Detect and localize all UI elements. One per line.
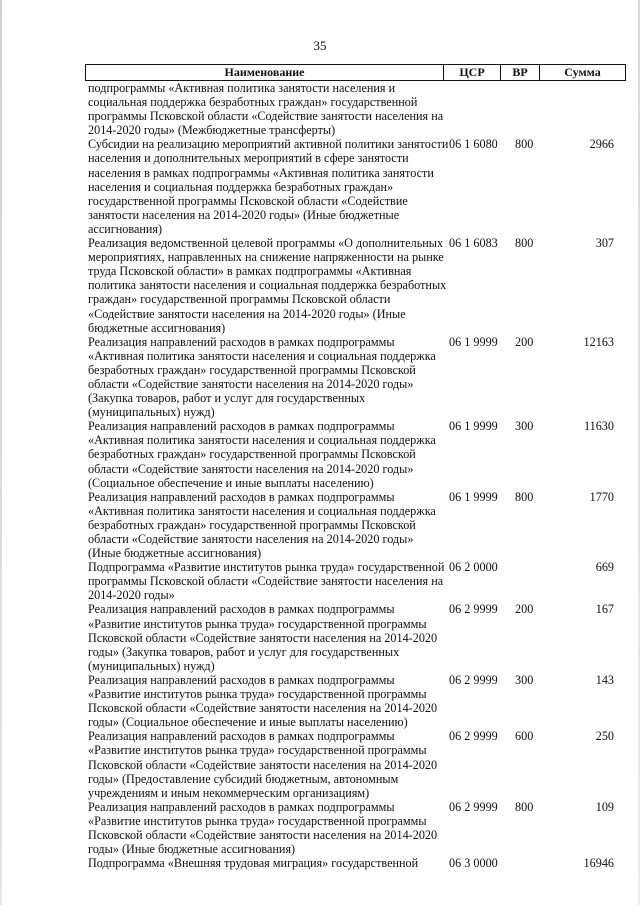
row-vr: 300 — [515, 419, 534, 434]
table-header — [85, 64, 626, 81]
row-vr: 200 — [515, 334, 534, 349]
table-row — [85, 236, 626, 335]
row-sum — [549, 81, 626, 137]
table-row — [85, 490, 626, 560]
page-number: 35 — [313, 38, 327, 53]
row-name: подпрограммы «Активная политика занятости населения и социальная поддержка безработных граждан» государственной программы Псковской области «Содействие занятости населения на 2014-2020 годы» (Межбюджетные трансферты) — [88, 81, 444, 138]
row-csr: 06 2 9999 — [449, 672, 498, 687]
row-csr: 06 2 0000 — [449, 560, 498, 575]
row-sum: 307 — [595, 236, 614, 251]
table-row — [85, 560, 626, 602]
table-row — [85, 419, 626, 489]
row-name: Реализация направлений расходов в рамках подпрограммы «Активная политика занятости населения и социальная поддержка безработных граждан» государственной программы Псковской области «Содействие занятости населения на 2014-2020 годы» (Закупка товаров, работ и услуг для государственных (муниципальных) нужд) — [88, 334, 436, 420]
row-name: Реализация ведомственной целевой программы «О дополнительных мероприятиях, направленных на снижение напряженности на рынке труда Псковской области» в рамках подпрограммы «Активная политика занятости населения и социальная поддержка безработных граждан» государственной программы Псковской области «Содействие занятости населения на 2014-2020 годы» (Иные бюджетные ассигнования) — [88, 236, 447, 335]
row-vr — [509, 560, 549, 602]
row-vr: 800 — [515, 137, 534, 152]
header-sum: Сумма — [564, 65, 601, 79]
row-csr: 06 1 6083 — [449, 236, 498, 251]
row-vr: 600 — [515, 729, 534, 744]
row-csr: 06 1 9999 — [449, 334, 498, 349]
row-name: Реализация направлений расходов в рамках подпрограммы «Развитие институтов рынка труда» государственной программы Псковской области «Содействие занятости населения на 2014-2020 годы» (Социальное обеспечение и иные выплаты населению) — [88, 672, 438, 730]
row-csr: 06 2 9999 — [449, 729, 498, 744]
row-vr — [509, 856, 549, 870]
row-vr: 800 — [515, 799, 534, 814]
row-name: Субсидии на реализацию мероприятий активной политики занятости населения и дополнительных мероприятий в сфере занятости населения в рамках подпрограммы «Активная политика занятости населения и социальная поддержка безработных граждан» государственной программы Псковской области «Содействие занятости населения на 2014-2020 годы» (Иные бюджетные ассигнования) — [88, 137, 449, 236]
row-sum: 250 — [595, 729, 614, 744]
scan-edge-left — [0, 0, 2, 905]
table-row — [85, 800, 626, 856]
header-name: Наименование — [86, 65, 444, 80]
table-row — [85, 81, 626, 137]
row-sum: 167 — [595, 602, 614, 617]
row-vr — [509, 81, 549, 137]
row-name: Реализация направлений расходов в рамках подпрограммы «Активная политика занятости населения и социальная поддержка безработных граждан» государственной программы Псковской области «Содействие занятости населения на 2014-2020 годы» (Социальное обеспечение и иные выплаты населению) — [88, 419, 436, 490]
table-row — [85, 335, 626, 420]
row-name: Реализация направлений расходов в рамках подпрограммы «Развитие институтов рынка труда» государственной программы Псковской области «Содействие занятости населения на 2014-2020 годы» (Предоставление субсидий бюджетным, автономным учреждениям и иным некоммерческим организациям) — [88, 729, 438, 800]
row-name: Реализация направлений расходов в рамках подпрограммы «Активная политика занятости населения и социальная поддержка безработных граждан» государственной программы Псковской области «Содействие занятости населения на 2014-2020 годы» (Иные бюджетные ассигнования) — [88, 489, 436, 561]
row-name: Реализация направлений расходов в рамках подпрограммы «Развитие институтов рынка труда» государственной программы Псковской области «Содействие занятости населения на 2014-2020 годы» (Иные бюджетные ассигнования) — [88, 799, 438, 857]
row-csr: 06 1 6080 — [449, 137, 498, 152]
row-csr: 06 3 0000 — [449, 856, 498, 871]
row-csr: 06 2 9999 — [449, 799, 498, 814]
row-sum: 669 — [595, 560, 614, 575]
header-csr: ЦСР — [444, 65, 501, 80]
table-row — [85, 602, 626, 672]
row-vr: 800 — [515, 236, 534, 251]
row-sum: 109 — [595, 799, 614, 814]
table-row — [85, 729, 626, 799]
row-name: Реализация направлений расходов в рамках подпрограммы «Развитие институтов рынка труда» государственной программы Псковской области «Содействие занятости населения на 2014-2020 годы» (Закупка товаров, работ и услуг для государственных (муниципальных) нужд) — [88, 602, 438, 673]
budget-table — [85, 64, 626, 870]
row-csr: 06 2 9999 — [449, 602, 498, 617]
row-sum: 143 — [595, 672, 614, 687]
row-sum: 1770 — [589, 489, 614, 504]
row-sum: 2966 — [589, 137, 614, 152]
row-sum: 16946 — [583, 856, 614, 871]
row-csr: 06 1 9999 — [449, 419, 498, 434]
row-vr: 200 — [515, 602, 534, 617]
table-row — [85, 137, 626, 236]
row-csr: 06 1 9999 — [449, 489, 498, 504]
header-vr: ВР — [501, 65, 540, 80]
row-vr: 800 — [515, 489, 534, 504]
row-sum: 12163 — [583, 334, 614, 349]
row-vr: 300 — [515, 672, 534, 687]
row-sum: 11630 — [583, 419, 614, 434]
row-name: Подпрограмма «Развитие институтов рынка труда» государственной программы Псковской области «Содействие занятости населения на 2014-2020 годы» — [88, 560, 445, 603]
table-row — [85, 856, 626, 870]
table-row — [85, 673, 626, 729]
row-csr — [449, 81, 509, 137]
row-name: Подпрограмма «Внешняя трудовая миграция» государственной — [88, 856, 419, 871]
